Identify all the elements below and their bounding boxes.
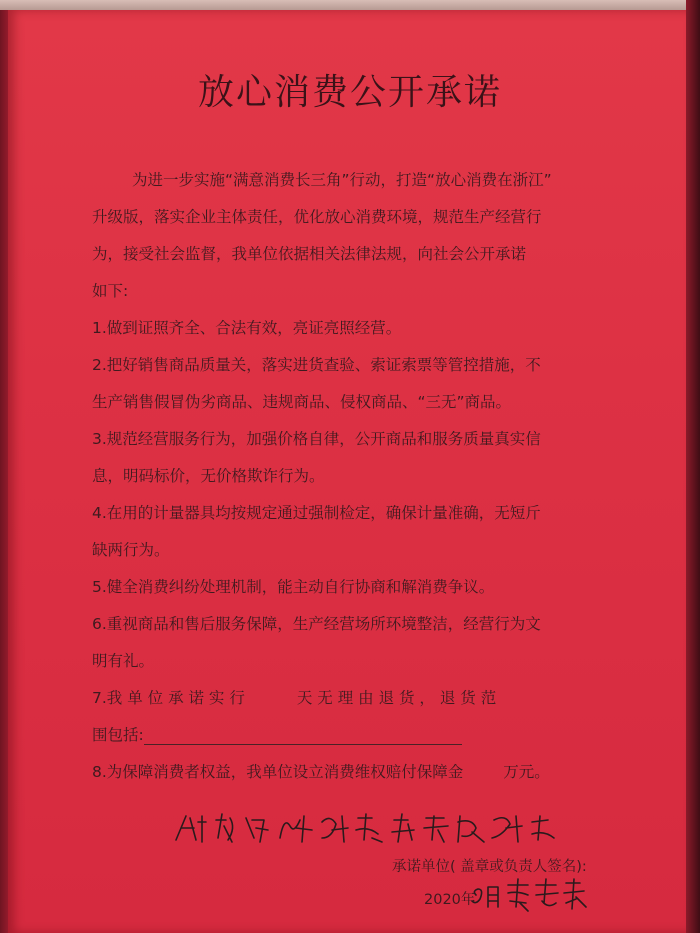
item-7-scope-label: 围包括:	[92, 726, 144, 744]
item-2-line-1: 2.把好销售商品质量关，落实进货查验、索证索票等管控措施，不	[92, 356, 541, 374]
item-6-line-2: 明有礼。	[92, 652, 155, 670]
item-4-line-1: 4.在用的计量器具均按规定通过强制检定，确保计量准确，无短斤	[92, 504, 541, 522]
intro-line-1: 为进一步实施“满意消费长三角”行动，打造“放心消费在浙江”	[132, 171, 552, 189]
handwritten-signature-icon	[172, 808, 582, 848]
item-8-text-left: 8.为保障消费者权益，我单位设立消费维权赔付保障金	[92, 763, 464, 781]
item-3-line-1: 3.规范经营服务行为，加强价格自律，公开商品和服务质量真实信	[92, 430, 541, 448]
item-7-scope-blank	[144, 728, 462, 745]
item-3-line-2: 息，明码标价，无价格欺诈行为。	[92, 467, 325, 485]
item-5: 5.健全消费纠纷处理机制，能主动自行协商和解消费争议。	[92, 578, 495, 596]
document-title: 放心消费公开承诺	[197, 72, 502, 113]
item-7-line-1	[92, 686, 496, 708]
intro-line-2: 升级版，落实企业主体责任，优化放心消费环境，规范生产经营行	[92, 208, 542, 226]
item-7-line-2	[92, 723, 462, 745]
handwritten-date-icon	[470, 873, 590, 913]
background-wall	[0, 0, 700, 10]
item-8-text-right: 万元。	[503, 763, 550, 781]
item-7-text-left: 7.我 单 位 承 诺 实 行	[92, 689, 245, 707]
item-6-line-1: 6.重视商品和售后服务保障，生产经营场所环境整洁，经营行为文	[92, 615, 541, 633]
item-4-line-2: 缺两行为。	[92, 541, 170, 559]
item-7-text-right: 天 无 理 由 退 货 ， 退 货 范	[296, 689, 497, 707]
item-2-line-2: 生产销售假冒伪劣商品、违规商品、侵权商品、“三无”商品。	[92, 393, 512, 411]
item-1: 1.做到证照齐全、合法有效，亮证亮照经营。	[92, 319, 402, 337]
intro-line-3: 为，接受社会监督，我单位依据相关法律法规，向社会公开承诺	[92, 245, 527, 263]
item-8	[92, 760, 550, 782]
signer-label: 承诺单位( 盖章或负责人签名):	[392, 859, 587, 875]
intro-line-4: 如下:	[92, 282, 129, 300]
date-prefix: 2020年	[424, 892, 476, 908]
paper-edge-shadow	[686, 0, 700, 933]
